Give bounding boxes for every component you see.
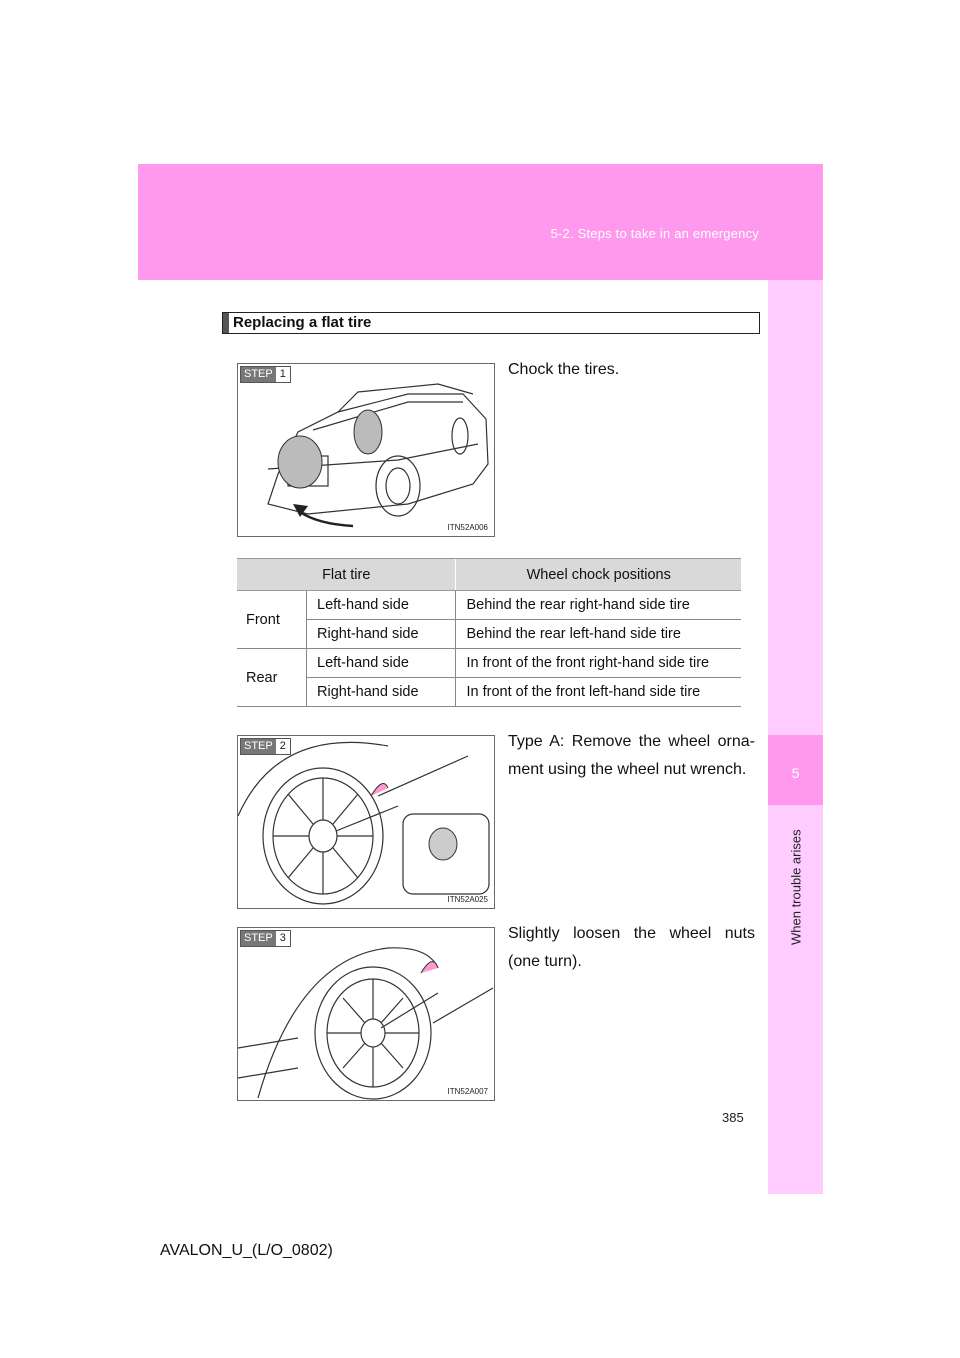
figure-code: ITN52A006: [447, 523, 488, 532]
table-cell-position: Behind the rear right-hand side tire: [456, 591, 741, 620]
car-chock-illustration: [238, 364, 494, 536]
step-badge-label: STEP: [241, 739, 276, 754]
section-heading: [222, 312, 760, 334]
table-cell-side: Left-hand side: [307, 591, 456, 620]
table-header-flat-tire: Flat tire: [237, 559, 456, 591]
header-section-title: 5-2. Steps to take in an emergency: [550, 226, 759, 241]
step-2-text: Type A: Remove the wheel orna-ment using the wheel nut wrench.: [508, 733, 755, 778]
step-badge: [240, 930, 291, 947]
table-cell-side: Right-hand side: [307, 678, 456, 707]
table-row: [237, 678, 741, 707]
document-code: AVALON_U_(L/O_0802): [160, 1242, 333, 1259]
step-1-figure: [237, 363, 495, 537]
table-header-chock-positions: Wheel chock positions: [456, 559, 741, 591]
page-number: 385: [722, 1110, 744, 1125]
chapter-label: When trouble arises: [788, 829, 804, 945]
table-group-rear: Rear: [237, 649, 307, 707]
step-3-text: Slightly loosen the wheel nuts (one turn).: [508, 925, 755, 970]
table-cell-side: Left-hand side: [307, 649, 456, 678]
step-badge-number: 1: [276, 367, 290, 382]
wheel-chock-table: [237, 558, 741, 707]
step-badge-label: STEP: [241, 367, 276, 382]
side-chapter-marker: [768, 735, 823, 805]
figure-code: ITN52A007: [447, 1087, 488, 1096]
table-cell-position: In front of the front right-hand side tire: [456, 649, 741, 678]
figure-code: ITN52A025: [447, 895, 488, 904]
table-cell-position: Behind the rear left-hand side tire: [456, 620, 741, 649]
wheel-ornament-illustration: [238, 736, 494, 908]
section-heading-text: Replacing a flat tire: [233, 314, 372, 331]
header-band: [138, 164, 823, 280]
step-badge-label: STEP: [241, 931, 276, 946]
table-header-row: [237, 559, 741, 591]
table-row: [237, 620, 741, 649]
loosen-nuts-illustration: [238, 928, 494, 1100]
heading-bar: [223, 313, 229, 333]
step-1-text: Chock the tires.: [508, 361, 620, 378]
step-3-figure: [237, 927, 495, 1101]
step-badge-number: 3: [276, 931, 290, 946]
step-2-figure: [237, 735, 495, 909]
table-row: [237, 591, 741, 620]
chapter-number: 5: [791, 765, 800, 781]
table-row: [237, 649, 741, 678]
step-badge: [240, 738, 291, 755]
step-badge: [240, 366, 291, 383]
table-cell-side: Right-hand side: [307, 620, 456, 649]
table-cell-position: In front of the front left-hand side tire: [456, 678, 741, 707]
table-group-front: Front: [237, 591, 307, 649]
step-badge-number: 2: [276, 739, 290, 754]
